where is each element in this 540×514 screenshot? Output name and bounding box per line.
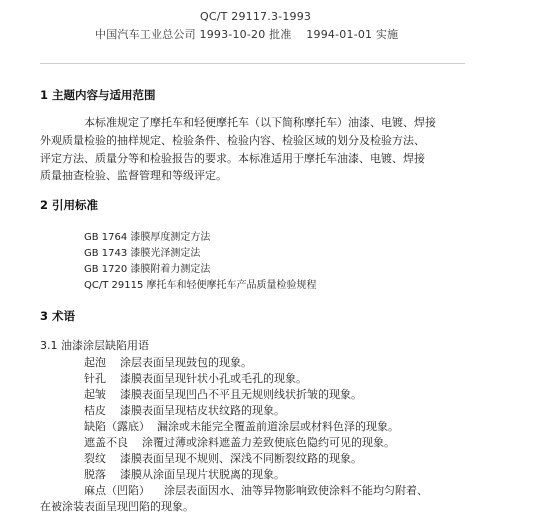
section1-line-3: 评定方法、质量分等和检验报告的要求。本标准适用于摩托车油漆、电镀、焊接 xyxy=(40,152,425,165)
term-item: 缺陷（露底） 漏涂或未能完全覆盖前道涂层或材料色泽的现象。 xyxy=(84,420,399,433)
term-item: 脱落 漆膜从涂面呈现片状脱离的现象。 xyxy=(84,468,285,481)
term-item: 针孔 漆膜表面呈现针状小孔或毛孔的现象。 xyxy=(84,372,307,385)
section1-line-1: 本标准规定了摩托车和轻便摩托车（以下简称摩托车）油漆、电镀、焊接 xyxy=(84,116,436,129)
term-item: 桔皮 漆膜表面呈现桔皮状纹路的现象。 xyxy=(84,404,285,417)
section-heading-3: 3 术语 xyxy=(40,309,76,323)
ref-item: GB 1720 漆膜附着力测定法 xyxy=(84,264,211,275)
term-item: 起泡 涂层表面呈现鼓包的现象。 xyxy=(84,356,252,369)
approval-line: 中国汽车工业总公司 1993-10-20 批准 1994-01-01 实施 xyxy=(95,28,399,41)
term-item-continuation: 在被涂装表面呈现凹陷的现象。 xyxy=(40,500,194,513)
ref-item: GB 1764 漆膜厚度测定方法 xyxy=(84,232,211,243)
term-item: 遮盖不良 涂覆过薄或涂料遮盖力差致使底色隐约可见的现象。 xyxy=(84,436,395,449)
section-heading-2: 2 引用标准 xyxy=(40,198,99,212)
subsection-heading: 3.1 油漆涂层缺陷用语 xyxy=(40,339,149,352)
standard-code: QC/T 29117.3-1993 xyxy=(200,10,312,23)
term-item: 麻点（凹陷） 涂层表面因水、油等异物影响致使涂料不能均匀附着、 xyxy=(84,484,428,497)
section1-line-4: 质量抽查检验、监督管理和等级评定。 xyxy=(40,169,227,182)
section1-line-2: 外观质量检验的抽样规定、检验条件、检验内容、检验区域的划分及检验方法、 xyxy=(40,134,425,147)
header-divider xyxy=(40,63,465,64)
term-item: 裂纹 漆膜表面呈现不规则、深浅不同断裂纹路的现象。 xyxy=(84,452,362,465)
section-heading-1: 1 主题内容与适用范围 xyxy=(40,88,156,102)
ref-item: GB 1743 漆膜光泽测定法 xyxy=(84,248,201,259)
ref-item: QC/T 29115 摩托车和轻便摩托车产品质量检验规程 xyxy=(84,280,317,291)
term-item: 起皱 漆膜表面呈现凹凸不平且无规则线状折皱的现象。 xyxy=(84,388,362,401)
